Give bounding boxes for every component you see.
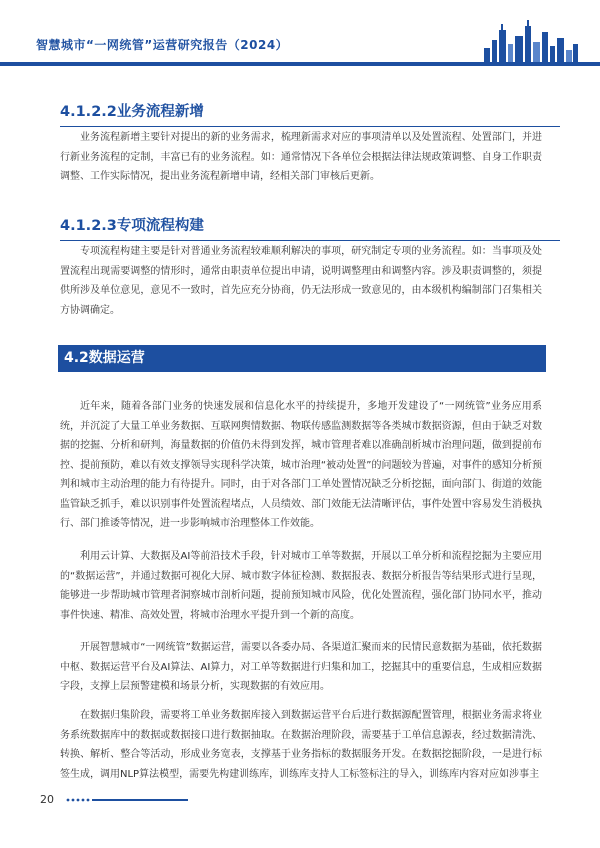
text-line: 业务流程新增主要针对提出的新的业务需求，梳理新需求对应的事项清单以及处置流程、处置部门，并进 <box>80 132 542 143</box>
section-4-2-title: 4.2数据运营 <box>58 345 546 372</box>
report-title: 智慧城市“一网统管”运营研究报告（2024） <box>36 38 289 52</box>
text-line: 供所涉及单位意见，意见不一致时，首先应充分协商，仍无法形成一致意见的，由本级机构编制部门召集相关 <box>60 285 542 296</box>
text-line: 统，并沉淀了大量工单业务数据、互联网舆情数据、物联传感监测数据等各类城市数据资源，但由于缺乏对数 <box>60 420 542 432</box>
paragraph-technology <box>60 547 542 625</box>
text-line: 执行、部门推诿等情况，进一步影响城市治理整体工作效能。 <box>60 498 542 529</box>
paragraph-data-operation <box>60 638 542 697</box>
paragraph-special-process <box>60 242 542 320</box>
paragraph-data-collection <box>60 706 542 784</box>
section-4-1-2-3-title: 4.1.2.3专项流程构建 <box>60 214 560 241</box>
text-line: 据字段，支撑上层预警建模和场景分析，实现数据的有效应用。 <box>60 661 542 692</box>
city-skyline-icon <box>482 18 580 64</box>
text-line: 务系统数据库中的数据或数据接口进行数据抽取。在数据治理阶段，需要基于工单信息源表，经过数据清洗、 <box>60 729 542 741</box>
section-4-1-2-3-heading-wrap <box>60 214 560 241</box>
text-line: 近年来，随着各部门业务的快速发展和信息化水平的持续提升，多地开发建设了“一网统管”业务应用系 <box>80 401 542 412</box>
header-rule <box>0 62 600 66</box>
text-line: 调整、工作实际情况，提出业务流程新增申请，经相关部门审核后更新。 <box>60 171 380 182</box>
dots-decoration-icon <box>66 797 90 803</box>
text-line: 置流程出现需要调整的情形时，通常由职责单位提出申请，说明调整理由和调整内容。涉及职责调整的，须提 <box>60 265 542 277</box>
text-line: 预判和城市主动治理的能力有待提升。同时，由于对各部门工单处置情况缺乏分析挖掘，面向部门、街道的效 <box>60 459 542 490</box>
text-line: 据中枢、数据运营平台及AI算法、AI算力，对工单等数据进行归集和加工，挖掘其中的重要信息，生成相应数 <box>60 642 542 673</box>
text-line: 在数据归集阶段，需要将工单业务数据库接入到数据运营平台后进行数据源配置管理，根据业务需求将业 <box>80 710 542 721</box>
text-line: 开展智慧城市“一网统管”数据运营，需要以各委办局、各渠道汇聚而来的民情民意数据为基础，依托数 <box>80 642 532 653</box>
paragraph-background <box>60 397 542 534</box>
text-line: 行新业务流程的定制，丰富已有的业务流程。如：通常情况下各单位会根据法律法规政策调整、自身工作职责 <box>60 151 542 163</box>
section-4-1-2-2-title: 4.1.2.2业务流程新增 <box>60 100 560 127</box>
text-line: 能够进一步帮助城市管理者洞察城市剖析问题，提前预知城市风险，优化处置流程，强化部门协同水平， <box>60 590 522 601</box>
text-line: 能监管缺乏抓手，难以识别事件处置流程堵点，人员绩效、部门效能无法清晰评估，事件处置中容易发生消极 <box>60 479 542 510</box>
paragraph-process-add <box>60 128 542 187</box>
footer-rule <box>92 799 188 801</box>
text-line: 的“数据运营”，并通过数据可视化大屏、城市数字体征检测、数据报表、数据分析报告等结果形式进行呈现， <box>60 570 542 582</box>
text-line: 专项流程构建主要是针对普通业务流程较难顺利解决的事项，研究制定专项的业务流程。如：当事项及处 <box>80 246 542 257</box>
text-line: 转换、解析、整合等活动，形成业务宽表，支撑基于业务指标的数据服务开发。在数据挖掘阶段，一是进行标 <box>60 749 542 760</box>
text-line: 签生成，调用NLP算法模型，需要先构建训练库，训练库支持人工标签标注的导入，训练库内容对应如涉事主 <box>60 768 540 780</box>
text-line: 方协调确定。 <box>60 304 120 316</box>
section-4-1-2-2-heading-wrap <box>60 100 560 127</box>
text-line: 利用云计算、大数据及AI等前沿技术手段，针对城市工单等数据，开展以工单分析和流程挖掘为主要应用 <box>80 551 542 562</box>
page-number: 20 <box>40 793 54 806</box>
text-line: 推动事件快速、精准、高效处置，将城市治理水平提升到一个新的高度。 <box>60 590 543 621</box>
text-line: 据的挖掘、分析和研判，海量数据的价值仍未得到发挥，城市管理者难以准确剖析城市治理问题，做到提前布 <box>60 440 542 451</box>
text-line: 控、提前预防，难以有效支撑领导实现科学决策，城市治理“被动处置”的问题较为普遍，对事件的感知分析 <box>60 459 532 471</box>
